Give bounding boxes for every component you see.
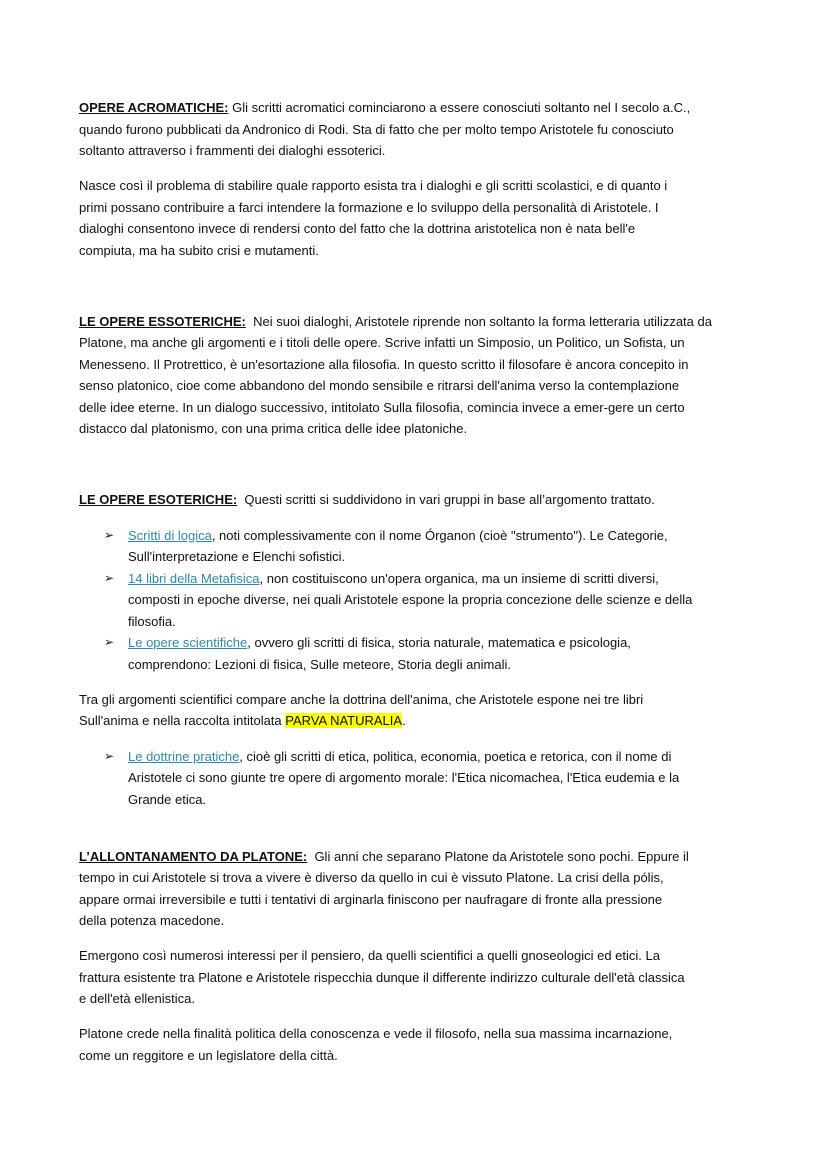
- text: come un reggitore e un legislatore della città.: [79, 1047, 338, 1063]
- text: , ovvero gli scritti di fisica, storia naturale, matematica e psicologia,: [247, 635, 631, 650]
- text: , cioè gli scritti di etica, politica, economia, poetica e retorica, con il nome di: [239, 748, 672, 764]
- text: , noti complessivamente con il nome Órganon (cioè "strumento"). Le Categorie,: [211, 527, 668, 543]
- text: Questi scritti si suddividono in vari gruppi in base all’argomento trattato.: [237, 492, 655, 507]
- text: e dell'età ellenistica.: [79, 991, 195, 1006]
- list-item: [104, 632, 799, 675]
- text: Aristotele ci sono giunte tre opere di argomento morale: l'Etica nicomachea, l'Etica eudemia e la: [128, 770, 680, 785]
- heading-esoteriche: LE OPERE ESOTERICHE:: [79, 492, 238, 507]
- text: Grande etica.: [128, 791, 207, 807]
- text: Platone crede nella finalità politica della conoscenza e vede il filosofo, nella sua massima incarnazione,: [79, 1026, 673, 1041]
- text: primi possano contribuire a farci intendere la formazione e lo sviluppo della personalità di Aristotele. I: [79, 199, 659, 215]
- text: Menesseno. Il Protrettico, è un'esortazione alla filosofia. In questo scritto il filosofare è ancora concepito in: [79, 356, 689, 372]
- link-dottrine-pratiche[interactable]: Le dottrine pratiche: [128, 748, 240, 764]
- text: Nasce così il problema di stabilire quale rapporto esista tra i dialoghi e gli scritti scolastici, e di quanto i: [79, 178, 668, 193]
- text: frattura esistente tra Platone e Aristotele rispecchia dunque il differente indirizzo culturale dell'età classica: [79, 969, 685, 985]
- allontanamento-p2: [79, 945, 799, 1010]
- text: della potenza macedone.: [79, 913, 225, 928]
- text: composti in epoche diverse, nei quali Aristotele espone la propria concezione delle scienze e della: [128, 592, 693, 607]
- anima-paragraph: [79, 689, 799, 732]
- text: Gli anni che separano Platone da Aristotele sono pochi. Eppure il: [307, 848, 689, 864]
- text: compiuta, ma ha subito crisi e mutamenti.: [79, 242, 319, 258]
- text: Tra gli argomenti scientifici compare anche la dottrina dell'anima, che Aristotele espone nei tre libri: [79, 691, 644, 707]
- text: .: [402, 713, 406, 728]
- link-scritti-logica[interactable]: Scritti di logica: [128, 527, 212, 543]
- text: senso platonico, cioe come abbandono del mondo sensibile e ritrarsi dell'anima verso la contemplazione: [79, 378, 680, 393]
- text: Gli scritti acromatici cominciarono a essere conosciuti soltanto nel I secolo a.C.,: [228, 100, 691, 115]
- arrow-bullet-icon: ➢: [104, 748, 115, 763]
- text: soltanto attraverso i frammenti dei dialoghi essoterici.: [79, 143, 386, 158]
- text: , non costituiscono un'opera organica, ma un insieme di scritti diversi,: [259, 570, 659, 586]
- list-item: [104, 746, 799, 811]
- allontanamento-p1: [79, 846, 799, 932]
- list-item: [104, 525, 799, 568]
- heading-allontanamento: L’ALLONTANAMENTO DA PLATONE:: [79, 848, 308, 864]
- text: quando furono pubblicati da Andronico di Rodi. Sta di fatto che per molto tempo Aristotele fu conosciuto: [79, 121, 674, 137]
- arrow-bullet-icon: ➢: [104, 570, 115, 585]
- essoteriche-p1: [79, 311, 799, 440]
- link-metafisica[interactable]: 14 libri della Metafisica: [128, 570, 260, 586]
- allontanamento-p3: [79, 1023, 799, 1066]
- text: comprendono: Lezioni di fisica, Sulle meteore, Storia degli animali.: [128, 656, 511, 672]
- text: Sull'interpretazione e Elenchi sofistici.: [128, 549, 346, 564]
- text: dialoghi consentono invece di rendersi conto del fatto che la dottrina aristotelica non è nata bell'e: [79, 221, 636, 236]
- arrow-bullet-icon: ➢: [104, 527, 115, 542]
- link-opere-scientifiche[interactable]: Le opere scientifiche: [128, 635, 248, 650]
- arrow-bullet-icon: ➢: [104, 635, 115, 649]
- text: delle idee eterne. In un dialogo successivo, intitolato Sulla filosofia, comincia invece a emer-gere un certo: [79, 399, 685, 415]
- text: tempo in cui Aristotele si trova a vivere è diverso da quello in cui è vissuto Platone. La crisi della pólis,: [79, 870, 664, 885]
- text: Platone, ma anche gli argomenti e i titoli delle opere. Scrive infatti un Simposio, un Politico, un Sofista, un: [79, 335, 685, 350]
- text: distacco dal platonismo, con una prima critica delle idee platoniche.: [79, 421, 468, 436]
- text: Emergono così numerosi interessi per il pensiero, da quelli scientifici a quelli gnoseologici ed etici. La: [79, 948, 660, 963]
- heading-acromatiche: OPERE ACROMATICHE:: [79, 100, 229, 115]
- heading-essoteriche: LE OPERE ESSOTERICHE:: [79, 313, 246, 329]
- esoteriche-intro: [79, 489, 799, 511]
- text: filosofia.: [128, 613, 176, 629]
- acromatiche-p1: [79, 97, 799, 162]
- highlight-parva-naturalia: PARVA NATURALIA: [285, 713, 403, 728]
- text: Sull'anima e nella raccolta intitolata: [79, 713, 286, 728]
- text: appare ormai irreversibile e tutti i tentativi di arginarla finiscono per naufragare di fronte alla pressione: [79, 891, 663, 907]
- text: Nei suoi dialoghi, Aristotele riprende non soltanto la forma letteraria utilizzata da: [245, 313, 712, 329]
- acromatiche-p2: [79, 175, 799, 261]
- list-item: [104, 568, 799, 633]
